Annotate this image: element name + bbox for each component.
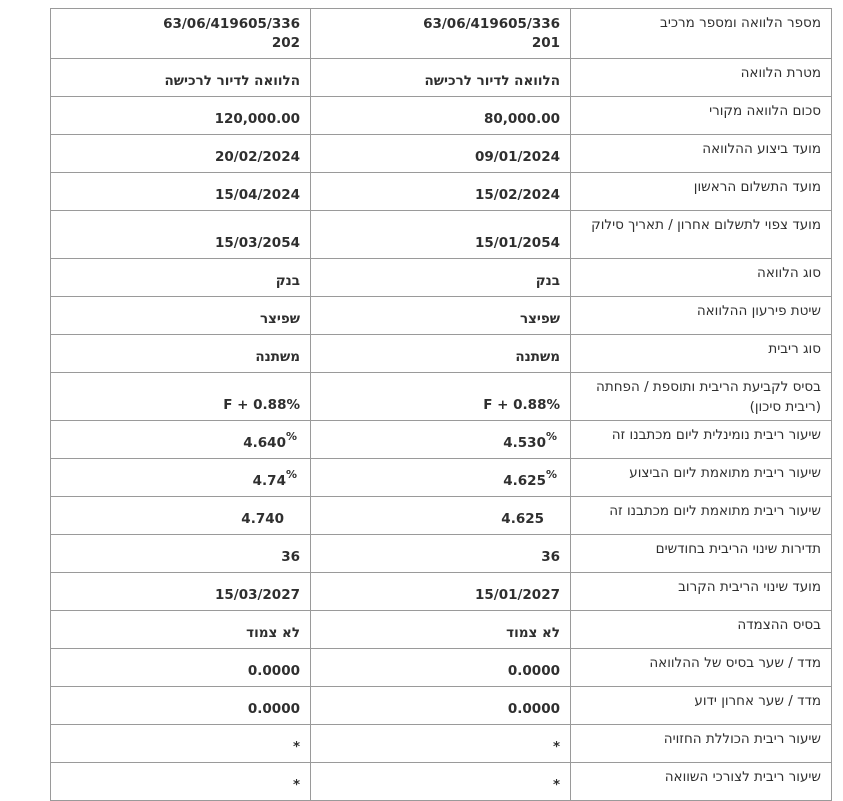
cell-value: 15/02/2024 [474,187,560,203]
cell-value: 15/03/2054 [214,235,300,251]
loan-201-cell [311,135,571,173]
loan-202-cell [51,725,311,763]
loan-202-cell [51,687,311,725]
row-label: תדירות שינוי הריבית בחודשים [571,535,832,573]
loan-201-cell [311,535,571,573]
table-row [51,9,832,59]
row-label: שיעור ריבית מתואמת ליום מכתבנו זה [571,497,832,535]
loan-201-cell [311,259,571,297]
table-row [51,421,832,459]
percent-sign: % [545,430,557,443]
loan-202-cell [51,259,311,297]
loan-202-cell [51,135,311,173]
cell-value [59,430,300,458]
cell-value: 36 [541,549,560,565]
table-row [51,573,832,611]
cell-value: F + 0.88% [223,397,300,413]
loan-202-cell [51,211,311,259]
cell-value: 80,000.00 [483,111,560,127]
table-row [51,535,832,573]
table-row [51,725,832,763]
table-row [51,297,832,335]
loan-202-cell [51,497,311,535]
row-label: שיעור ריבית נומינלית ליום מכתבנו זה [571,421,832,459]
table-row [51,259,832,297]
cell-value: 0.0000 [247,701,300,717]
loan-201-cell [311,573,571,611]
table-row [51,173,832,211]
loan-201-cell [311,497,571,535]
table-row [51,497,832,535]
table-row [51,649,832,687]
table-row [51,97,832,135]
cell-value: * [552,777,560,793]
row-label: מדד / שער אחרון ידוע [571,687,832,725]
row-label: סוג הלוואה [571,259,832,297]
rate-value: 4.625 [503,473,546,489]
cell-value: לא צמוד [246,625,300,641]
cell-value: 63/06/419605/336 201 [423,16,560,51]
cell-value [319,468,560,496]
loan-201-cell [311,211,571,259]
cell-value: 4.625 [501,511,544,527]
cell-value: 0.0000 [507,663,560,679]
cell-value: 4.740 [241,511,284,527]
loan-202-cell [51,573,311,611]
row-label: בסיס לקביעת הריבית ותוספת / הפחתה (ריבית סיכון) [571,373,832,421]
cell-value: * [552,739,560,755]
loan-202-cell [51,173,311,211]
table-row [51,763,832,801]
cell-value: 15/04/2024 [214,187,300,203]
loan-202-cell [51,649,311,687]
table-row [51,373,832,421]
row-label: שיעור ריבית הכוללת החזויה [571,725,832,763]
loan-202-cell [51,9,311,59]
row-label: מדד / שער בסיס של ההלוואה [571,649,832,687]
row-label: מועד צפוי לתשלום אחרון / תאריך סילוק [571,211,832,259]
loan-202-cell [51,421,311,459]
percent-sign: % [545,468,557,481]
cell-value: * [292,777,300,793]
loan-202-cell [51,535,311,573]
loan-202-cell [51,335,311,373]
table-row [51,459,832,497]
row-label: סוג ריבית [571,335,832,373]
loan-201-cell [311,725,571,763]
cell-value: לא צמוד [506,625,560,641]
loan-202-cell [51,59,311,97]
row-label: מטרת הלוואה [571,59,832,97]
loan-201-cell [311,459,571,497]
row-label: מועד התשלום הראשון [571,173,832,211]
loan-201-cell [311,335,571,373]
loan-202-cell [51,763,311,801]
cell-value: 36 [281,549,300,565]
row-label: שיטת פירעון ההלוואה [571,297,832,335]
table-row [51,59,832,97]
percent-sign: % [285,430,297,443]
table-row [51,211,832,259]
cell-value: משתנה [515,349,560,365]
cell-value: 20/02/2024 [214,149,300,165]
loan-202-cell [51,611,311,649]
loan-201-cell [311,421,571,459]
cell-value: 63/06/419605/336 202 [163,16,300,51]
loan-202-cell [51,373,311,421]
loan-details-body [51,9,832,801]
loan-202-cell [51,297,311,335]
cell-value: הלוואה לדיור לרכישה [164,73,300,89]
cell-value: הלוואה לדיור לרכישה [424,73,560,89]
row-label: מועד ביצוע ההלוואה [571,135,832,173]
loan-201-cell [311,611,571,649]
table-row [51,335,832,373]
loan-202-cell [51,459,311,497]
cell-value: * [292,739,300,755]
cell-value: 15/01/2027 [474,587,560,603]
cell-value: 15/03/2027 [214,587,300,603]
row-label: מספר הלוואה ומספר מרכיב [571,9,832,59]
rate-value: 4.74 [252,473,286,489]
row-label: סכום הלוואה מקורי [571,97,832,135]
cell-value [59,468,300,496]
loan-201-cell [311,297,571,335]
table-row [51,135,832,173]
cell-value [319,430,560,458]
cell-value: 09/01/2024 [474,149,560,165]
cell-value: 15/01/2054 [474,235,560,251]
cell-value: 0.0000 [247,663,300,679]
cell-value: F + 0.88% [483,397,560,413]
loan-details-table [50,8,832,801]
cell-value: שפיצר [519,311,560,327]
cell-value: שפיצר [259,311,300,327]
row-label: בסיס ההצמדה [571,611,832,649]
cell-value: 120,000.00 [214,111,300,127]
cell-value: בנק [535,273,560,289]
rate-value: 4.530 [503,435,546,451]
loan-201-cell [311,9,571,59]
cell-value: 0.0000 [507,701,560,717]
loan-201-cell [311,649,571,687]
rate-value: 4.640 [243,435,286,451]
loan-201-cell [311,373,571,421]
row-label: שיעור ריבית מתואמת ליום הביצוע [571,459,832,497]
row-label: מועד שינוי הריבית הקרוב [571,573,832,611]
loan-202-cell [51,97,311,135]
table-row [51,687,832,725]
loan-201-cell [311,687,571,725]
percent-sign: % [285,468,297,481]
loan-201-cell [311,763,571,801]
cell-value: בנק [275,273,300,289]
row-label: שיעור ריבית לצורכי השוואה [571,763,832,801]
loan-201-cell [311,97,571,135]
loan-201-cell [311,173,571,211]
cell-value: משתנה [255,349,300,365]
loan-201-cell [311,59,571,97]
table-row [51,611,832,649]
